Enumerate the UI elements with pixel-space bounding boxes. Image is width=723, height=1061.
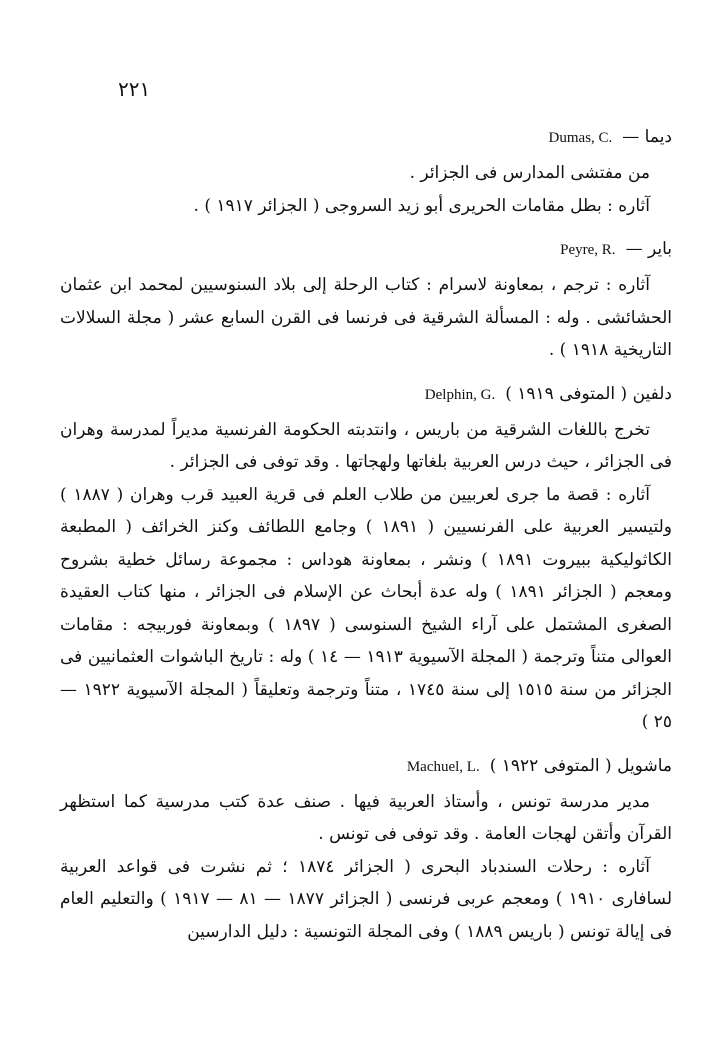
entry-paragraph: آثاره : قصة ما جرى لعربيين من طلاب العلم فى قرية العبيد قرب وهران ( ١٨٨٧ ) ولتيسير العربية على الفرنسيين ( ١٨٩١ ) وجامع اللطائف وكنز الخرائف ( المطبعة الكاثوليكية ببيروت ١٨٩١ ) ونشر ، بمعاونة هوداس : مجموعة رسائل خطية بشروح ومعجم ( الجزائر ١٨٩١ ) وله عدة أبحاث عن الإسلام فى الجزائر ، منها كتاب العقيدة الصغرى المشتمل على آراء الشيخ السنوسى ( ١٨٩٧ ) وبمعاونة فوربيجه : مقامات العوالى متناً وترجمة ( المجلة الآسيوية ١٩١٣ — ١٤ ) وله : تاريخ الباشوات العثمانيين فى الجزائر من سنة ١٥١٥ إلى سنة ١٧٤٥ ، متناً وترجمة وتعليقاً ( المجلة الآسيوية ١٩٢٢ — ٢٥ ) [60,484,673,732]
entry-peyre [60,232,672,367]
entry-heading [60,749,672,784]
entry-heading-latin: Machuel, L. [406,758,480,775]
entry-heading-latin: Delphin, G. [424,386,496,403]
entry-paragraph: من مفتشى المدارس فى الجزائر . [409,163,650,183]
entry-heading [60,377,672,412]
entry-heading-arabic: باير — [625,239,672,259]
page-number: ٢٢١ [118,77,151,101]
entry-heading-arabic: ماشويل ( المتوفى ١٩٢٢ ) [489,755,672,776]
entry-heading-latin: Dumas, C. [548,130,613,146]
entry-paragraph: آثاره : رحلات السندباد البحرى ( الجزائر ١٨٧٤ ؛ ثم نشرت فى قواعد العربية لسافارى ١٩١٠ ) ومعجم عربى فرنسى ( الجزائر ١٨٧٧ — ٨١ — ١٩١٧ ) والتعليم العام فى إيالة تونس ( باريس ١٨٨٩ ) وفى المجلة التونسية : دليل الدارسين [60,856,673,942]
entry-heading [60,232,672,267]
page-body [60,120,672,958]
entry-paragraph: مدير مدرسة تونس ، وأستاذ العربية فيها . صنف عدة كتب مدرسية كما استظهر القرآن وأتقن لهجات العامة . وقد توفى فى تونس . [60,791,672,844]
entry-delphin [60,377,672,739]
entry-paragraph: آثاره : ترجم ، بمعاونة لاسرام : كتاب الرحلة إلى بلاد السنوسيين لمحمد ابن عثمان الحشائشى . وله : المسألة الشرقية فى فرنسا فى القرن السابع عشر ( مجلة السلالات التاريخية ١٩١٨ ) . [60,275,672,360]
entry-paragraph: آثاره : بطل مقامات الحريرى أبو زيد السروجى ( الجزائر ١٩١٧ ) . [193,195,650,216]
entry-heading-latin: Peyre, R. [560,242,616,258]
entry-heading-arabic: دلفين ( المتوفى ١٩١٩ ) [505,383,672,404]
entry-heading-arabic: ديما — [622,127,672,147]
entry-heading [60,120,672,155]
entry-dumas [60,120,672,222]
entry-machuel [60,749,672,949]
entry-paragraph: تخرج باللغات الشرقية من باريس ، وانتدبته الحكومة الفرنسية مديراً لمدرسة وهران فى الجزائر ، حيث درس العربية بلغاتها ولهجاتها . وقد توفى فى الجزائر . [60,419,672,472]
